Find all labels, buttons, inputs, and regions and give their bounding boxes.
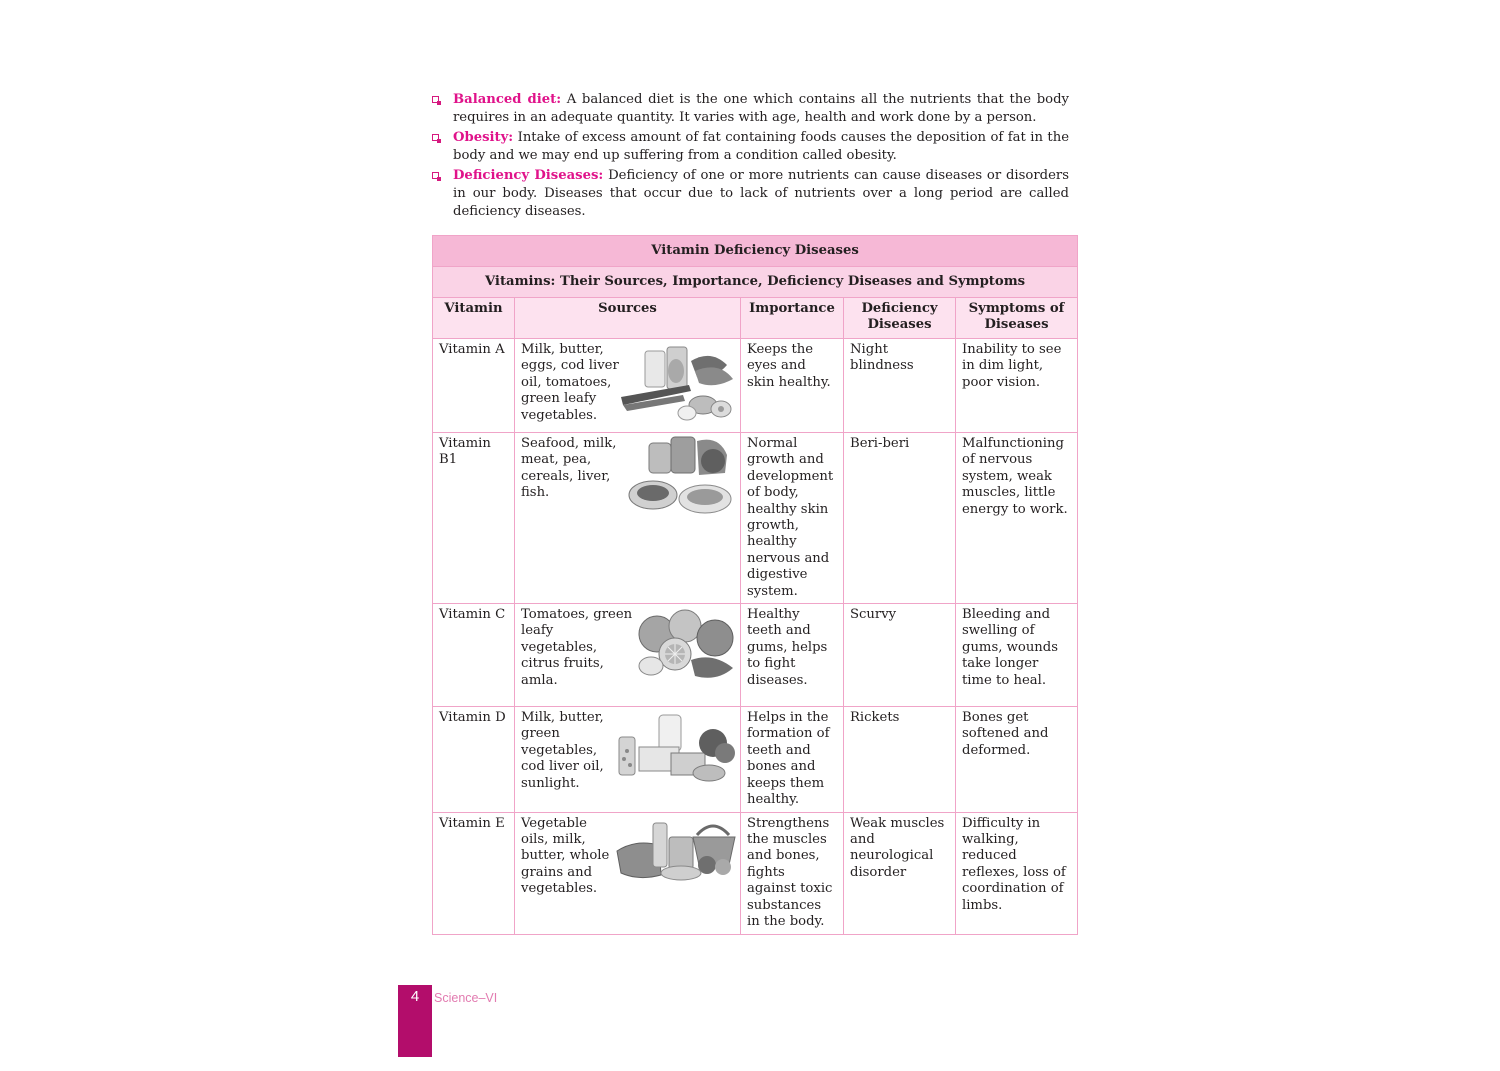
bullet-text: A balanced diet is the one which contains all the nutrients that the body requires in an adequate quantity. It varies with age, health and work done by a person.: [453, 92, 1069, 125]
table-header-row: [433, 298, 1078, 339]
bullet-text: Deficiency of one or more nutrients can cause diseases or disorders in our body. Diseases that occur due to lack of nutrients over a long period are called deficiency diseases.: [453, 168, 1069, 219]
sources-cell: [515, 604, 741, 707]
sources-cell: [515, 339, 741, 433]
bullet-balanced-diet: [431, 91, 1069, 126]
bullet-list: [431, 91, 1069, 223]
bullet-deficiency-diseases: [431, 167, 1069, 220]
symptoms-cell: Bleeding and swelling of gums, wounds take longer time to heal.: [956, 604, 1078, 707]
sources-cell: [515, 707, 741, 812]
sources-text: Milk, butter, green vegetables, cod liver oil, sunlight.: [521, 710, 604, 791]
table-row: [433, 604, 1078, 707]
bullet-term: Deficiency Diseases:: [453, 168, 604, 184]
importance-cell: Helps in the formation of teeth and bones and keeps them healthy.: [741, 707, 844, 812]
column-header-vitamin: Vitamin: [433, 298, 515, 339]
checkbox-bullet-icon: [432, 96, 439, 103]
bullet-obesity: [431, 129, 1069, 164]
bullet-term: Balanced diet:: [453, 92, 562, 107]
disease-cell: Rickets: [844, 707, 956, 812]
checkbox-bullet-icon: [432, 172, 439, 179]
column-header-importance: Importance: [741, 298, 844, 339]
sources-text: Tomatoes, green leafy vegetables, citrus fruits, amla.: [521, 607, 633, 688]
table-title-row: [433, 236, 1078, 267]
vitamin-cell: Vitamin B1: [433, 433, 515, 604]
food-image: [635, 608, 737, 684]
table-row: [433, 433, 1078, 604]
disease-cell: Beri-beri: [844, 433, 956, 604]
column-header-deficiency-diseases: Deficiency Diseases: [844, 298, 956, 339]
food-image: [619, 345, 737, 425]
disease-cell: Night blindness: [844, 339, 956, 433]
sources-cell: [515, 433, 741, 604]
book-title: Science–VI: [434, 991, 498, 1005]
table-row: [433, 812, 1078, 934]
disease-cell: Scurvy: [844, 604, 956, 707]
column-header-symptoms: Symptoms of Diseases: [956, 298, 1078, 339]
vitamin-cell: Vitamin C: [433, 604, 515, 707]
table-subtitle-row: [433, 267, 1078, 298]
table-row: [433, 339, 1078, 433]
sources-text: Vegetable oils, milk, butter, whole grains and vegetables.: [521, 815, 610, 897]
sources-text: Milk, butter, eggs, cod liver oil, tomatoes, green leafy vegetables.: [521, 342, 619, 423]
table-title: Vitamin Deficiency Diseases: [433, 236, 1078, 267]
bullet-term: Obesity:: [453, 130, 514, 146]
food-image: [615, 815, 739, 881]
food-image: [627, 435, 737, 515]
importance-cell: Normal growth and development of body, healthy skin growth, healthy nervous and digestive system.: [741, 433, 844, 604]
table-row: [433, 707, 1078, 812]
vitamin-table: [432, 235, 1078, 935]
sources-text: Seafood, milk, meat, pea, cereals, liver, fish.: [521, 436, 617, 501]
importance-cell: Strengthens the muscles and bones, fights against toxic substances in the body.: [741, 812, 844, 934]
symptoms-cell: Bones get softened and deformed.: [956, 707, 1078, 812]
symptoms-cell: Inability to see in dim light, poor vision.: [956, 339, 1078, 433]
table-subtitle: Vitamins: Their Sources, Importance, Deficiency Diseases and Symptoms: [433, 267, 1078, 298]
importance-cell: Keeps the eyes and skin healthy.: [741, 339, 844, 433]
vitamin-cell: Vitamin E: [433, 812, 515, 934]
vitamin-cell: Vitamin A: [433, 339, 515, 433]
symptoms-cell: Difficulty in walking, reduced reflexes, loss of coordination of limbs.: [956, 812, 1078, 934]
bullet-text: Intake of excess amount of fat containing foods causes the deposition of fat in the body and we may end up suffering from a condition called obesity.: [453, 130, 1069, 163]
importance-cell: Healthy teeth and gums, helps to fight diseases.: [741, 604, 844, 707]
column-header-sources: Sources: [515, 298, 741, 339]
sources-cell: [515, 812, 741, 934]
page-number: 4: [410, 988, 420, 1005]
disease-cell: Weak muscles and neurological disorder: [844, 812, 956, 934]
checkbox-bullet-icon: [432, 134, 439, 141]
food-image: [615, 713, 737, 787]
symptoms-cell: Malfunctioning of nervous system, weak muscles, little energy to work.: [956, 433, 1078, 604]
vitamin-cell: Vitamin D: [433, 707, 515, 812]
